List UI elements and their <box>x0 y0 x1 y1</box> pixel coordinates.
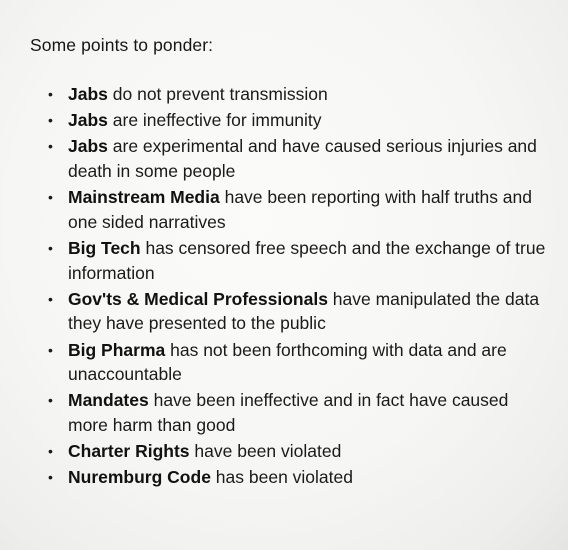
list-item <box>48 287 548 336</box>
heading: Some points to ponder: <box>30 35 214 55</box>
list-item <box>48 465 548 490</box>
point-text: have been reporting with half truths and one sided narratives <box>68 187 533 232</box>
point-subject: Jabs <box>68 84 108 104</box>
list-item <box>48 134 548 183</box>
bullet-icon: • <box>48 392 53 409</box>
point-text: have manipulated the data they have presented to the public <box>68 288 540 334</box>
point-subject: Jabs <box>68 136 108 157</box>
point-text: do not prevent transmission <box>107 84 328 104</box>
point-subject: Big Tech <box>68 237 141 258</box>
bullet-icon: • <box>48 443 53 460</box>
bullet-icon: • <box>48 86 53 102</box>
point-text: has been violated <box>210 467 353 488</box>
point-subject: Mandates <box>68 390 149 411</box>
point-subject: Big Pharma <box>68 339 166 360</box>
list-item <box>48 185 548 234</box>
list-item <box>48 82 548 107</box>
bullet-icon: • <box>48 469 53 486</box>
point-text: has not been forthcoming with data and are unaccountable <box>68 339 507 385</box>
point-text: are experimental and have caused serious injuries and death in some people <box>68 136 537 181</box>
bullet-icon: • <box>48 239 53 256</box>
points-list <box>48 82 548 491</box>
point-subject: Mainstream Media <box>68 187 220 208</box>
bullet-icon: • <box>48 112 53 129</box>
list-item <box>48 338 548 387</box>
list-item <box>48 439 548 464</box>
point-text: have been ineffective and in fact have caused more harm than good <box>68 390 509 435</box>
point-text: has censored free speech and the exchange of true information <box>68 237 546 283</box>
point-subject: Jabs <box>68 110 108 131</box>
point-subject: Gov'ts & Medical Professionals <box>68 288 328 309</box>
list-item <box>48 388 548 437</box>
bullet-icon: • <box>48 189 53 206</box>
point-subject: Nuremburg Code <box>68 467 211 488</box>
point-text: are ineffective for immunity <box>107 110 322 131</box>
point-subject: Charter Rights <box>68 441 190 462</box>
list-item <box>48 108 548 133</box>
bullet-icon: • <box>48 341 53 358</box>
list-item <box>48 236 548 285</box>
point-text: have been violated <box>189 441 342 462</box>
bullet-icon: • <box>48 290 53 307</box>
bullet-icon: • <box>48 138 53 155</box>
